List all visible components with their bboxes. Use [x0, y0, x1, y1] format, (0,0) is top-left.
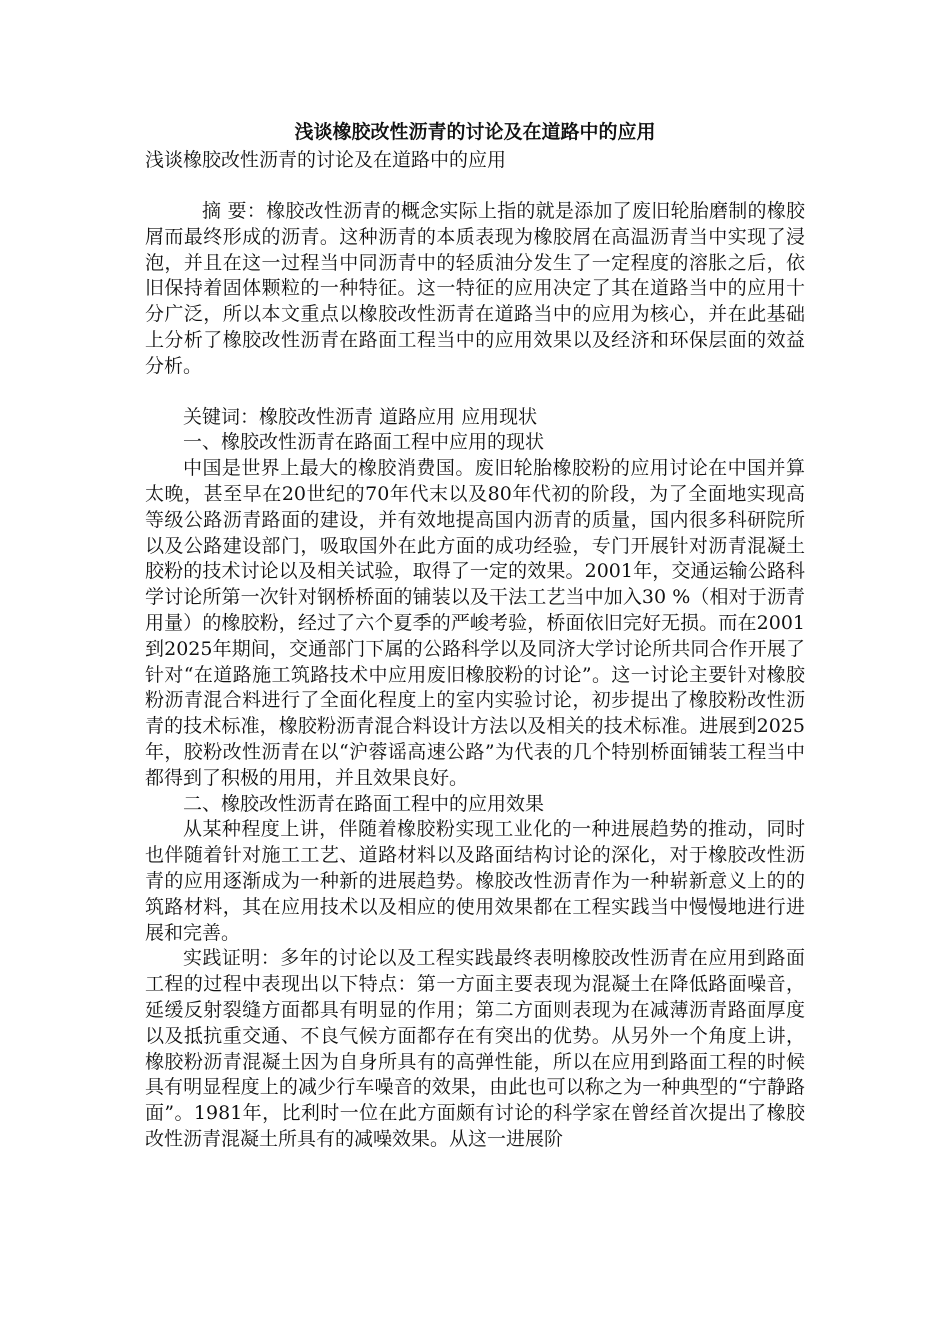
section-2-paragraph-2: 实践证明：多年的讨论以及工程实践最终表明橡胶改性沥青在应用到路面工程的过程中表现出以下特点：第一方面主要表现为混凝土在降低路面噪音，延缓反射裂缝方面都具有明显的作用；第二方面则表现为在减薄沥青路面厚度以及抵抗重交通、不良气候方面都存在有突出的优势。从另外一个角度上讲，橡胶粉沥青混凝土因为自身所具有的高弹性能，所以在应用到路面工程的时候具有明显程度上的减少行车噪音的效果，由此也可以称之为一种典型的“宁静路面”。1981年，比利时一位在此方面颇有讨论的科学家在曾经首次提出了橡胶改性沥青混凝土所具有的减噪效果。从这一进展阶 — [145, 947, 805, 1150]
spacer — [145, 174, 805, 199]
document-body — [145, 118, 805, 1153]
section-2-paragraph-1: 从某种程度上讲，伴随着橡胶粉实现工业化的一种进展趋势的推动，同时也伴随着针对施工工艺、道路材料以及路面结构讨论的深化，对于橡胶改性沥青的应用逐渐成为一种新的进展趋势。橡胶改性沥青作为一种崭新意义上的的筑路材料，其在应用技术以及相应的使用效果都在工程实践当中慢慢地进行进展和完善。 — [145, 818, 805, 944]
document-title: 浅谈橡胶改性沥青的讨论及在道路中的应用 — [294, 121, 656, 143]
spacer — [145, 380, 805, 405]
section-2-heading: 二、橡胶改性沥青在路面工程中的应用效果 — [183, 792, 545, 815]
abstract-paragraph: 摘 要：橡胶改性沥青的概念实际上指的就是添加了废旧轮胎磨制的橡胶屑而最终形成的沥青。这种沥青的本质表现为橡胶屑在高温沥青当中实现了浸泡，并且在这一过程当中同沥青中的轻质油分发生了一定程度的溶胀之后，依旧保持着固体颗粒的一种特征。这一特征的应用决定了其在道路当中的应用十分广泛，所以本文重点以橡胶改性沥青在道路当中的应用为核心，并在此基础上分析了橡胶改性沥青在路面工程当中的应用效果以及经济和环保层面的效益分析。 — [145, 200, 805, 377]
document-subtitle: 浅谈橡胶改性沥青的讨论及在道路中的应用 — [145, 149, 507, 171]
section-1-paragraph: 中国是世界上最大的橡胶消费国。废旧轮胎橡胶粉的应用讨论在中国并算太晚，甚至早在20世纪的70年代末以及80年代初的阶段，为了全面地实现高等级公路沥青路面的建设，并有效地提高国内沥青的质量，国内很多科研院所以及公路建设部门，吸取国外在此方面的成功经验，专门开展针对沥青混凝土胶粉的技术讨论以及相关试验，取得了一定的效果。2001年，交通运输公路科学讨论所第一次针对钢桥桥面的铺装以及干法工艺当中加入30 %（相对于沥青用量）的橡胶粉，经过了六个夏季的严峻考验，桥面依旧完好无损。而在2001到2025年期间，交通部门下属的公路科学以及同济大学讨论所共同合作开展了针对“在道路施工筑路技术中应用废旧橡胶粉的讨论”。这一讨论主要针对橡胶粉沥青混合料进行了全面化程度上的室内实验讨论，初步提出了橡胶粉改性沥青的技术标准，橡胶粉沥青混合料设计方法以及相关的技术标准。进展到2025年，胶粉改性沥青在以“沪蓉谣高速公路”为代表的几个特别桥面铺装工程当中都得到了积极的用用，并且效果良好。 — [145, 457, 805, 789]
section-1-heading: 一、橡胶改性沥青在路面工程中应用的现状 — [183, 431, 545, 454]
keywords-line: 关键词：橡胶改性沥青 道路应用 应用现状 — [183, 405, 538, 428]
